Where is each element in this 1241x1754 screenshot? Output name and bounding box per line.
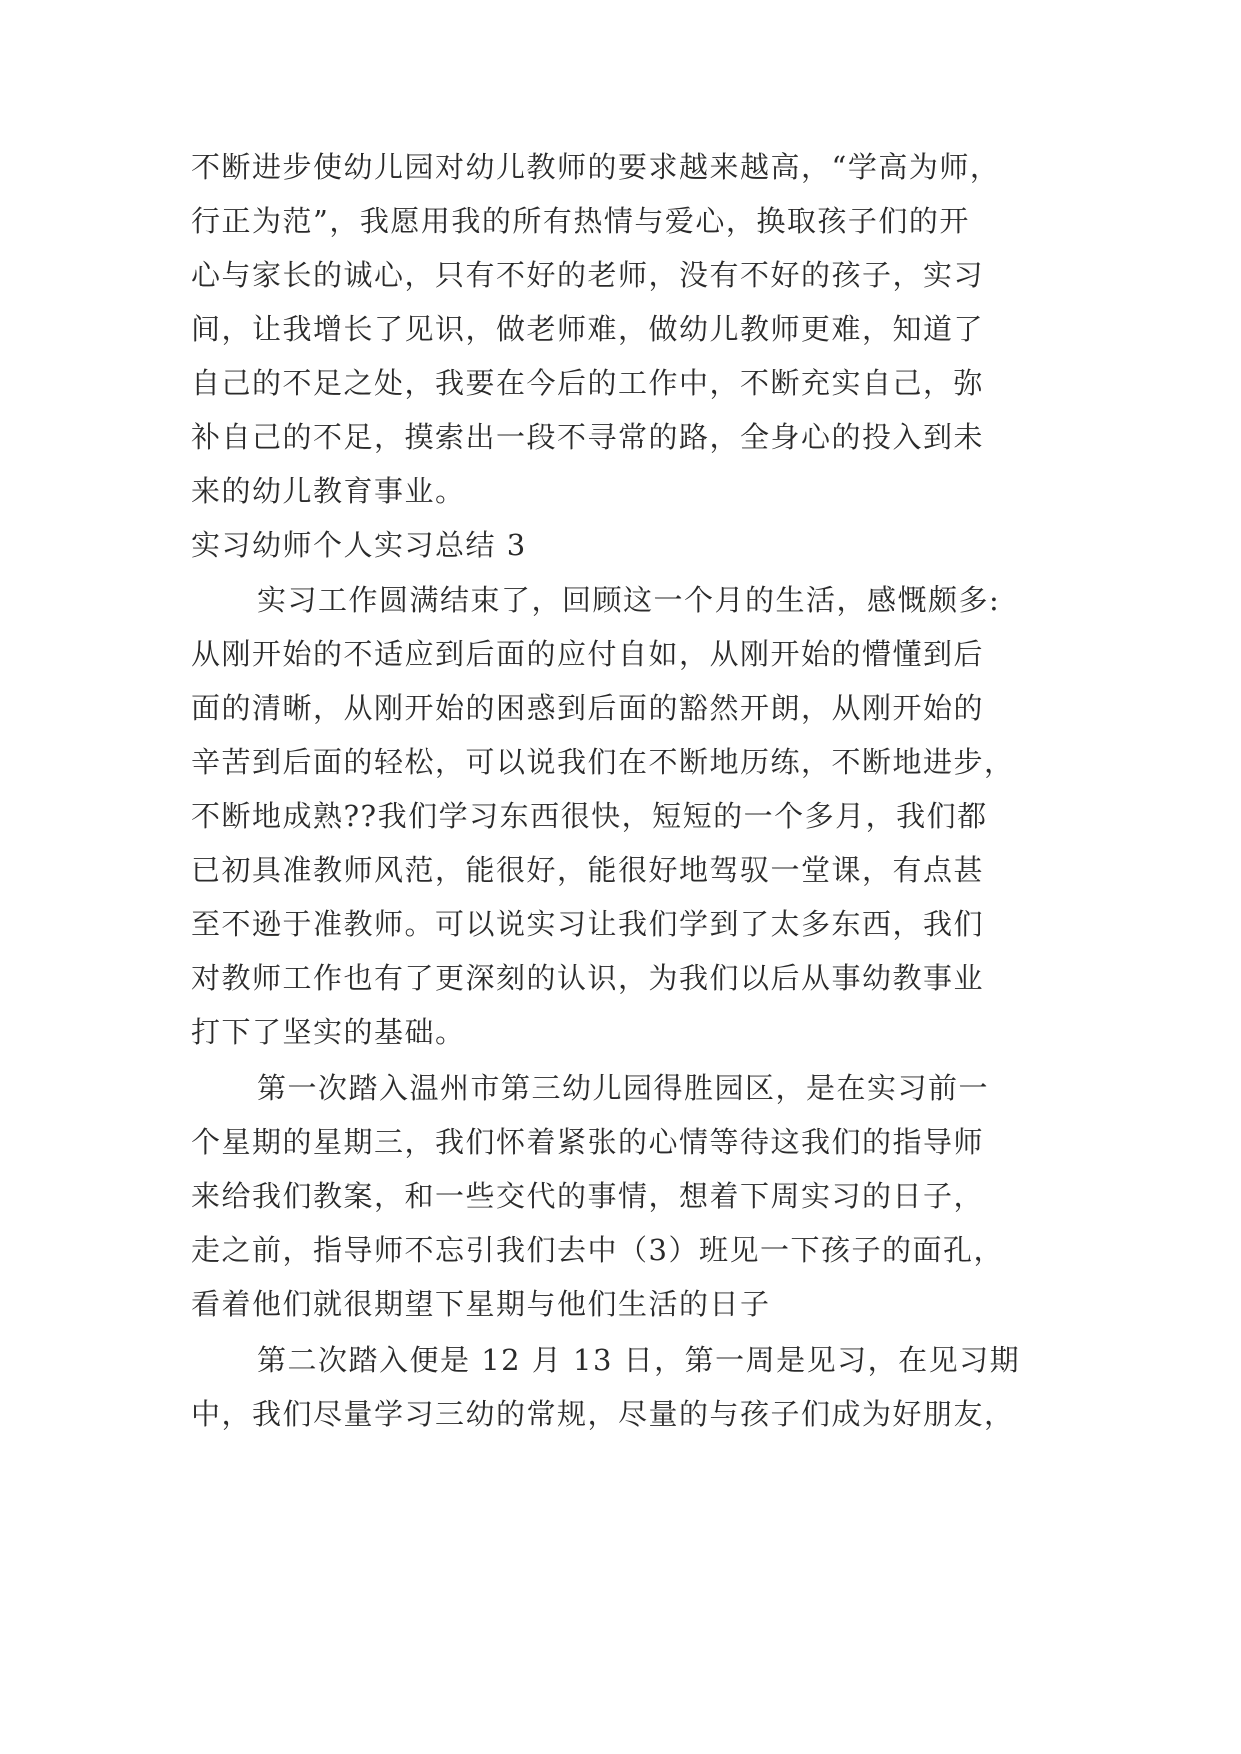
paragraph-line: 补自己的不足，摸索出一段不寻常的路，全身心的投入到未 xyxy=(191,420,985,454)
paragraph-line: 辛苦到后面的轻松，可以说我们在不断地历练，不断地进步， xyxy=(191,745,1015,779)
paragraph-line: 间，让我增长了见识，做老师难，做幼儿教师更难，知道了 xyxy=(191,312,985,346)
paragraph-line: 走之前，指导师不忘引我们去中（3）班见一下孩子的面孔， xyxy=(191,1233,1004,1267)
paragraph-line: 实习工作圆满结束了，回顾这一个月的生活，感慨颇多: xyxy=(257,583,1001,617)
document-body xyxy=(191,0,1051,1431)
paragraph-line: 至不逊于准教师。可以说实习让我们学到了太多东西，我们 xyxy=(191,907,985,941)
paragraph-line: 来的幼儿教育事业。 xyxy=(191,474,466,508)
paragraph-line: 个星期的星期三，我们怀着紧张的心情等待这我们的指导师 xyxy=(191,1125,985,1159)
paragraph-line: 第二次踏入便是 12 月 13 日，第一周是见习，在见习期 xyxy=(257,1343,1021,1377)
paragraph-line: 已初具准教师风范，能很好，能很好地驾驭一堂课，有点甚 xyxy=(191,853,985,887)
paragraph-line: 对教师工作也有了更深刻的认识，为我们以后从事幼教事业 xyxy=(191,961,985,995)
paragraph-line: 不断进步使幼儿园对幼儿教师的要求越来越高，“学高为师， xyxy=(191,150,1001,184)
paragraph-line: 打下了坚实的基础。 xyxy=(191,1015,466,1049)
paragraph-line: 来给我们教案，和一些交代的事情，想着下周实习的日子， xyxy=(191,1179,985,1213)
section-heading: 实习幼师个人实习总结 3 xyxy=(191,528,527,562)
paragraph-line: 中，我们尽量学习三幼的常规，尽量的与孩子们成为好朋友， xyxy=(191,1397,1015,1431)
paragraph-line: 自己的不足之处，我要在今后的工作中，不断充实自己，弥 xyxy=(191,366,985,400)
paragraph-line: 从刚开始的不适应到后面的应付自如，从刚开始的懵懂到后 xyxy=(191,637,985,671)
paragraph-line: 第一次踏入温州市第三幼儿园得胜园区，是在实习前一 xyxy=(257,1071,990,1105)
paragraph-line: 心与家长的诚心，只有不好的老师，没有不好的孩子，实习 xyxy=(191,258,985,292)
paragraph-line: 行正为范”，我愿用我的所有热情与爱心，换取孩子们的开 xyxy=(191,204,970,238)
paragraph-line: 不断地成熟??我们学习东西很快，短短的一个多月，我们都 xyxy=(191,799,988,833)
paragraph-line: 面的清晰，从刚开始的困惑到后面的豁然开朗，从刚开始的 xyxy=(191,691,985,725)
paragraph-line: 看着他们就很期望下星期与他们生活的日子 xyxy=(191,1287,771,1321)
